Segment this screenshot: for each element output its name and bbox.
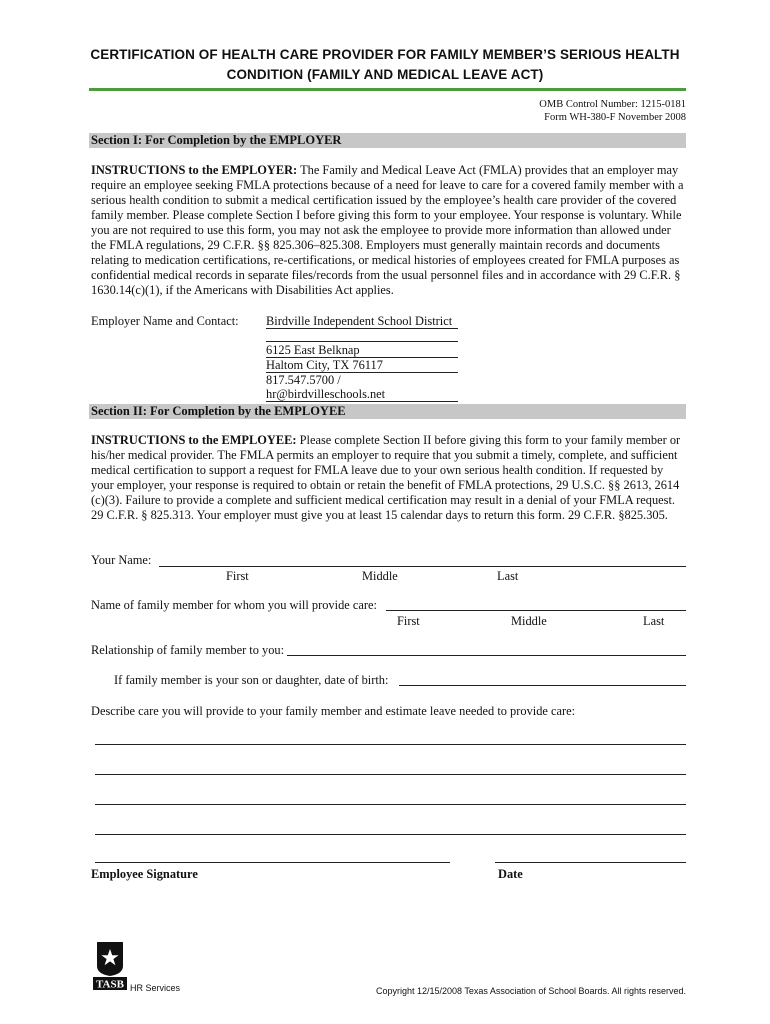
- employer-address-1: 6125 East Belknap: [266, 343, 458, 358]
- describe-care-line-2[interactable]: [95, 774, 686, 775]
- tasb-logo-text: TASB: [96, 978, 124, 990]
- family-member-middle-caption: Middle: [511, 614, 547, 628]
- employer-instructions: [91, 163, 687, 298]
- form-number: Form WH-380-F November 2008: [544, 112, 686, 123]
- describe-care-line-3[interactable]: [95, 804, 686, 805]
- tasb-logo-icon: [93, 940, 127, 990]
- describe-care-line-4[interactable]: [95, 834, 686, 835]
- describe-care-line-1[interactable]: [95, 744, 686, 745]
- date-of-birth-label: If family member is your son or daughter, date of birth:: [114, 673, 389, 687]
- your-name-last-caption: Last: [497, 569, 519, 583]
- employer-name-value: Birdville Independent School District: [266, 314, 458, 329]
- employer-instructions-body: The Family and Medical Leave Act (FMLA) provides that an employer may require an employee seeking FMLA protections because of a need for leave to care for a covered family member with a serious health condition to submit a medical certification issued by the employee’s health care provider of the covered family member. Please complete Section I before giving this form to your employee. Your response is voluntary. While you are not required to use this form, you may not ask the employee to provide more information than allowed under the FMLA regulations, 29 C.F.R. §§ 825.306–825.308. Employers must generally maintain records and documents relating to medication certifications, re-certifications, or medical histories of employees created for FMLA purposes as confidential medical records in separate files/records from the usual personnel files and in accordance with 29 C.F.R. § 1630.14(c)(1), if the Americans with Disabilities Act applies.: [91, 163, 684, 297]
- family-member-name-label: Name of family member for whom you will provide care:: [91, 598, 377, 612]
- describe-care-label: Describe care you will provide to your family member and estimate leave needed to provide care:: [91, 704, 576, 718]
- employer-instructions-lead: INSTRUCTIONS to the EMPLOYER:: [91, 163, 298, 177]
- employee-signature-field[interactable]: [95, 862, 450, 863]
- date-of-birth-field[interactable]: [399, 685, 686, 686]
- employer-contact: 817.547.5700 / hr@birdvilleschools.net: [266, 373, 458, 402]
- your-name-first-caption: First: [226, 569, 249, 583]
- employer-blank-line: [266, 341, 458, 342]
- family-member-name-field[interactable]: [386, 610, 686, 611]
- form-title-line-2: CONDITION (FAMILY AND MEDICAL LEAVE ACT): [226, 67, 544, 82]
- relationship-label: Relationship of family member to you:: [91, 643, 285, 657]
- employer-name-label: Employer Name and Contact:: [91, 314, 239, 328]
- omb-control-number: OMB Control Number: 1215-0181: [539, 99, 686, 110]
- your-name-label: Your Name:: [91, 553, 152, 567]
- employee-signature-label: Employee Signature: [91, 867, 198, 881]
- employee-instructions: [91, 433, 687, 523]
- your-name-middle-caption: Middle: [362, 569, 398, 583]
- copyright-notice: Copyright 12/15/2008 Texas Association of School Boards. All rights reserved.: [375, 986, 686, 996]
- signature-date-label: Date: [498, 867, 523, 881]
- section-1-heading: Section I: For Completion by the EMPLOYER: [89, 133, 686, 148]
- employee-instructions-body: Please complete Section II before giving this form to your family member or his/her medical provider. The FMLA permits an employer to require that you submit a timely, complete, and sufficient medical certification to support a request for FMLA leave due to your own serious health condition. If requested by your employer, your response is required to obtain or retain the benefit of FMLA protections, 29 U.S.C. §§ 2613, 2614 (c)(3). Failure to provide a complete and sufficient medical certification may result in a denial of your FMLA request. 29 C.F.R. § 825.313. Your employer must give you at least 15 calendar days to return this form. 29 C.F.R. §825.305.: [91, 433, 681, 522]
- family-member-first-caption: First: [397, 614, 420, 628]
- family-member-last-caption: Last: [643, 614, 665, 628]
- employer-address-2: Haltom City, TX 76117: [266, 358, 458, 373]
- section-2-heading: Section II: For Completion by the EMPLOYEE: [89, 404, 686, 419]
- relationship-field[interactable]: [287, 655, 686, 656]
- tasb-logo: [93, 940, 127, 990]
- header-divider: [89, 88, 686, 91]
- signature-date-field[interactable]: [495, 862, 686, 863]
- form-title-line-1: CERTIFICATION OF HEALTH CARE PROVIDER FOR FAMILY MEMBER’S SERIOUS HEALTH: [90, 47, 680, 62]
- your-name-field[interactable]: [159, 566, 686, 567]
- hr-services-label: HR Services: [130, 983, 181, 993]
- employee-instructions-lead: INSTRUCTIONS to the EMPLOYEE:: [91, 433, 297, 447]
